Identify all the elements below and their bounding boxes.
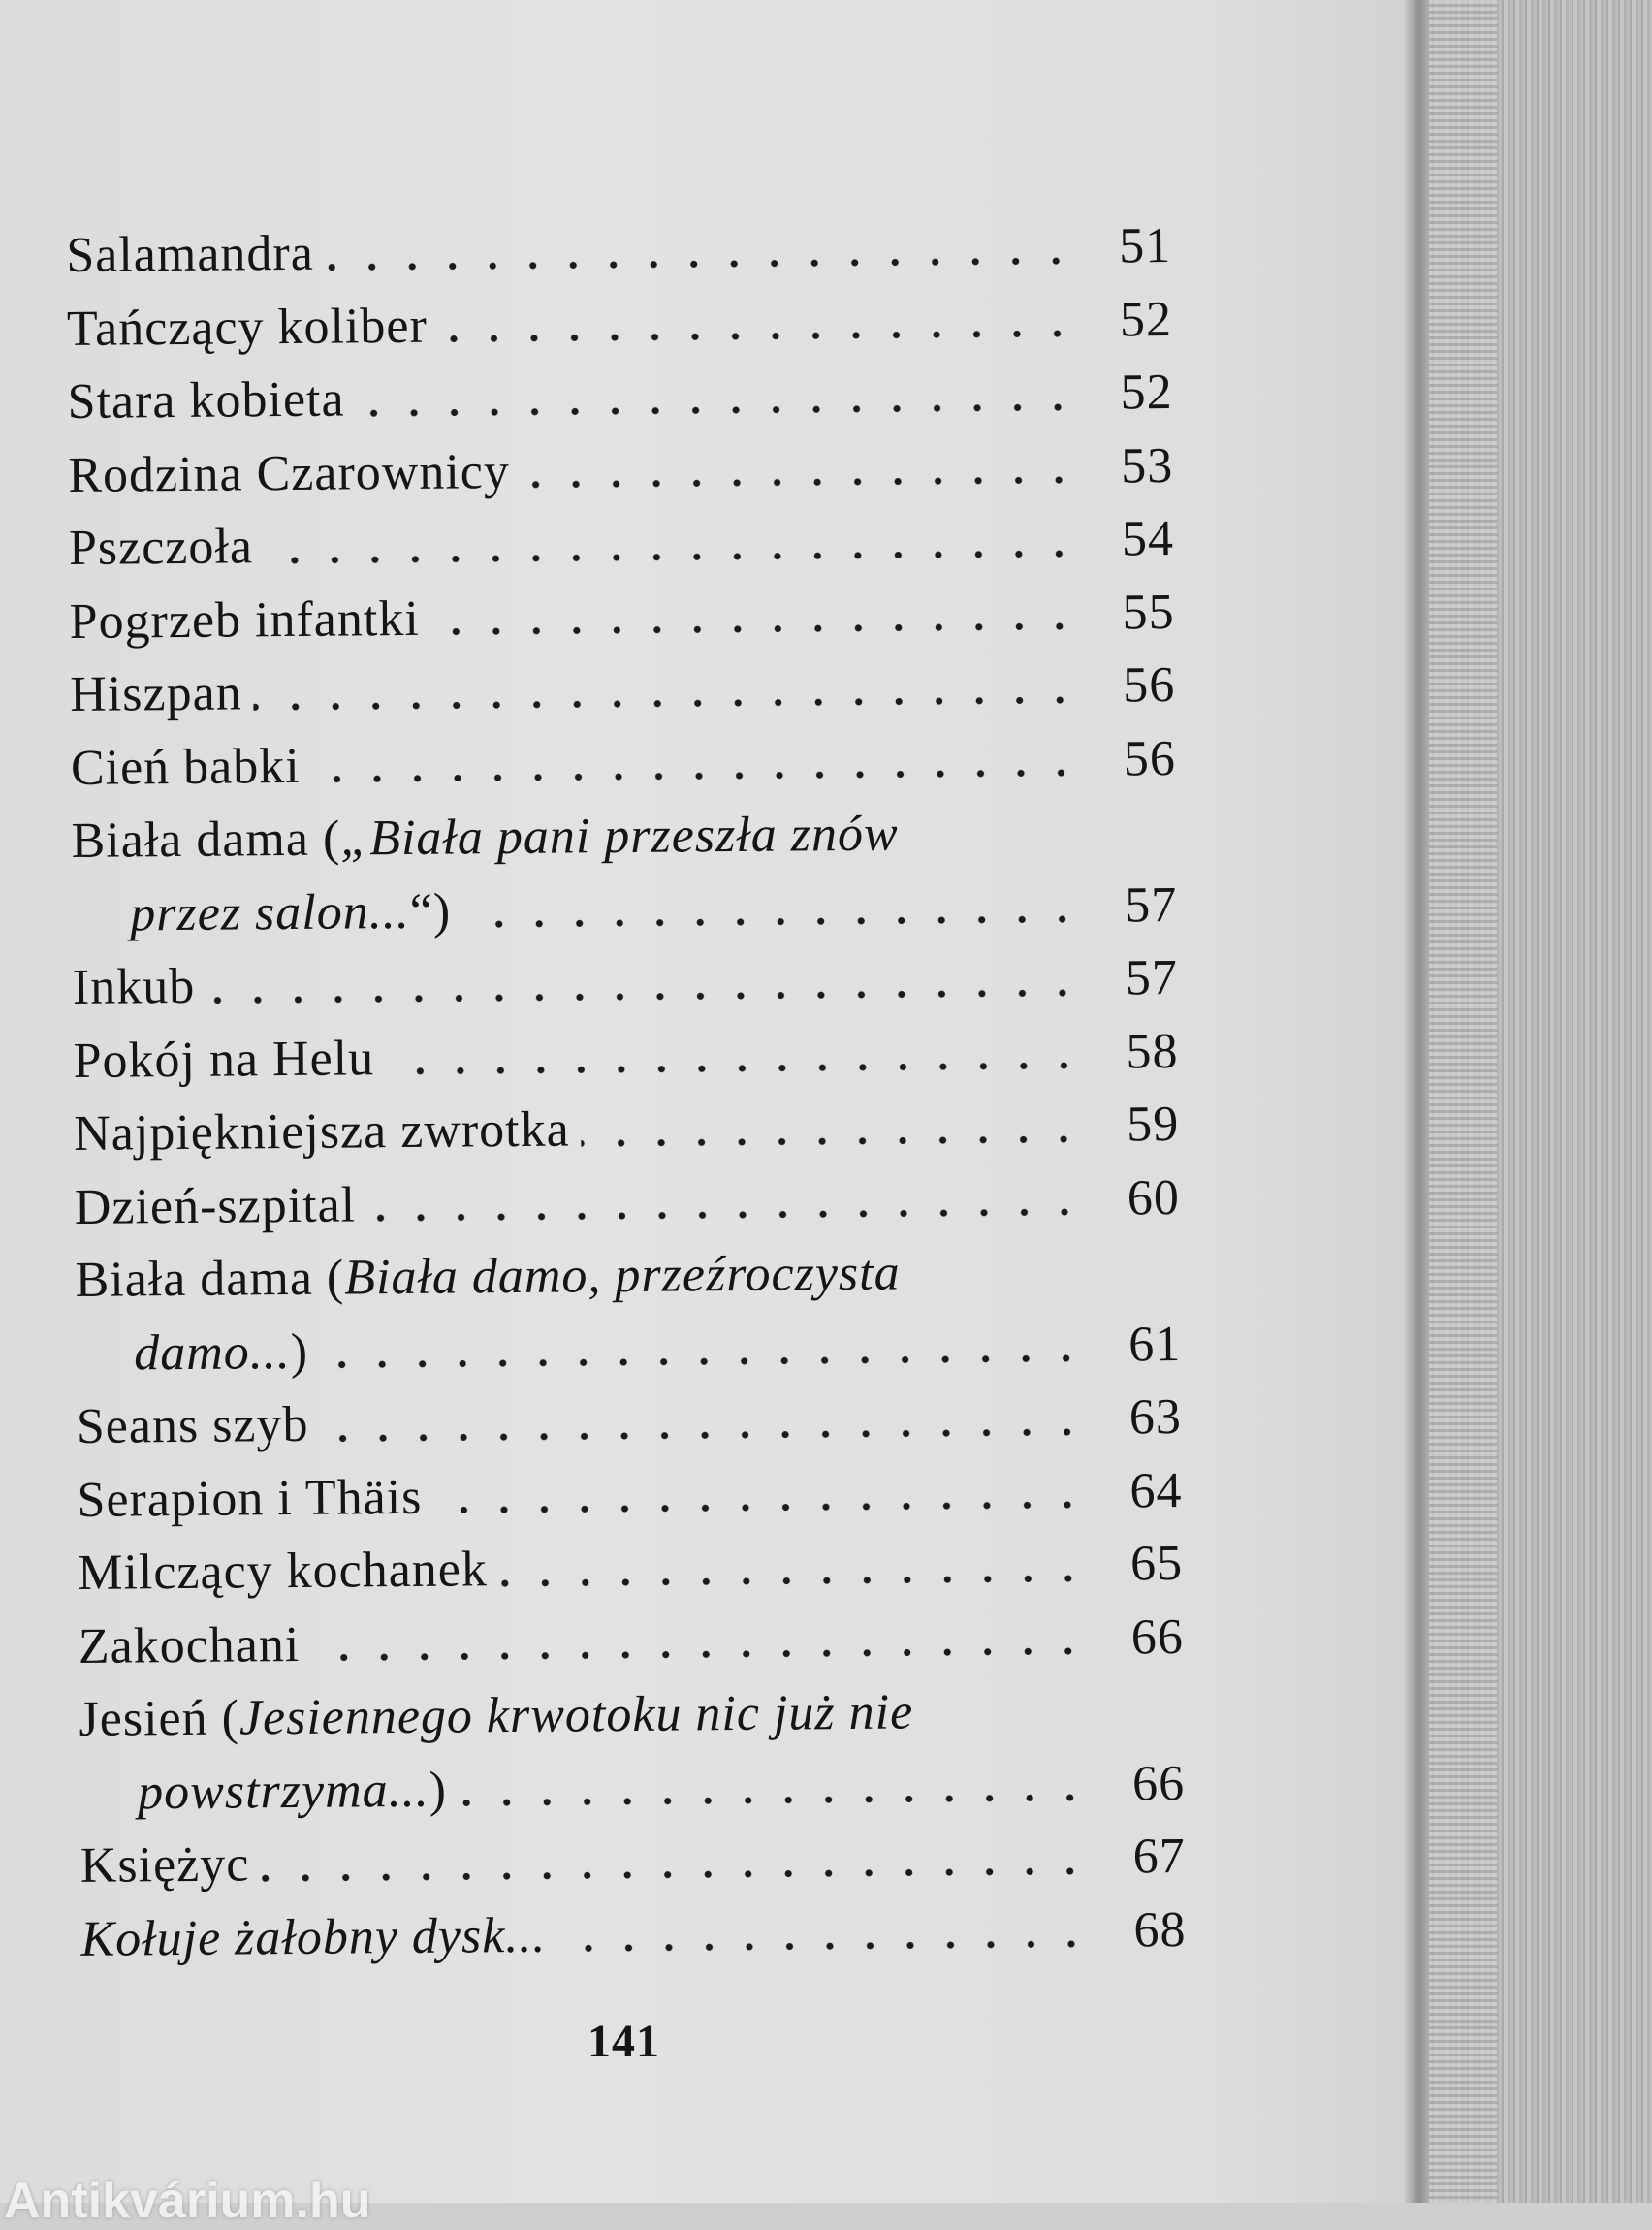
toc-entry bbox=[77, 1381, 1183, 1463]
watermark-logo: Antikvárium.hu bbox=[4, 2173, 371, 2229]
toc-entry-page: 56 bbox=[1123, 730, 1177, 787]
toc-entry-title bbox=[67, 363, 345, 438]
text: Najpiękniejsza zwrotka bbox=[73, 1101, 570, 1162]
italic-text: Jesiennego krwotoku nic już nie bbox=[238, 1684, 914, 1746]
dot-leader bbox=[356, 357, 1078, 436]
dot-leader bbox=[430, 576, 1079, 654]
toc-entry-title bbox=[69, 582, 420, 658]
italic-text: powstrzyma... bbox=[137, 1762, 429, 1820]
toc-entry bbox=[75, 1162, 1181, 1244]
toc-entry-page: 56 bbox=[1122, 657, 1176, 714]
table-of-contents bbox=[66, 209, 1187, 1976]
toc-entry-title bbox=[73, 1022, 374, 1098]
toc-entry-title bbox=[70, 656, 242, 731]
toc-entry bbox=[76, 1308, 1182, 1390]
dot-leader bbox=[462, 869, 1083, 947]
text: Cień babki bbox=[70, 738, 301, 796]
dot-leader bbox=[320, 1308, 1087, 1387]
toc-entry-title bbox=[75, 1168, 357, 1244]
toc-entry-title bbox=[74, 1094, 570, 1171]
text: ) bbox=[429, 1762, 448, 1818]
toc-entry-page: 52 bbox=[1120, 365, 1173, 421]
dot-leader bbox=[557, 1894, 1092, 1971]
text: Inkub bbox=[72, 958, 196, 1015]
toc-entry bbox=[73, 1015, 1179, 1098]
toc-entry-title bbox=[69, 510, 254, 585]
toc-entry bbox=[80, 1893, 1187, 1975]
dot-leader bbox=[325, 210, 1076, 290]
toc-entry bbox=[79, 1600, 1185, 1682]
text: Biała dama ( bbox=[75, 1250, 345, 1308]
toc-entry bbox=[66, 209, 1172, 292]
text: “) bbox=[409, 883, 452, 940]
dot-leader bbox=[253, 650, 1080, 730]
italic-text: „Biała pani przeszła znów bbox=[340, 806, 899, 867]
toc-entry-page: 54 bbox=[1121, 511, 1175, 567]
text: Księżyc bbox=[79, 1836, 250, 1894]
toc-entry bbox=[79, 1673, 1185, 1756]
italic-text: Biała damo, przeźroczysta bbox=[343, 1245, 901, 1306]
text: Serapion i Thäis bbox=[77, 1469, 423, 1528]
toc-entry-title bbox=[79, 1753, 447, 1830]
toc-entry-title bbox=[78, 1533, 488, 1609]
toc-entry-page: 52 bbox=[1119, 291, 1173, 348]
toc-entry-page: 59 bbox=[1126, 1097, 1180, 1153]
text: Tańczący koliber bbox=[66, 298, 429, 357]
toc-entry-title bbox=[73, 950, 196, 1025]
dot-leader bbox=[320, 1382, 1087, 1461]
text: Seans szyb bbox=[76, 1396, 309, 1454]
toc-entry-title bbox=[76, 1315, 309, 1390]
toc-entry bbox=[74, 1088, 1180, 1170]
toc-entry-page: 60 bbox=[1127, 1169, 1181, 1226]
text: Hiszpan bbox=[70, 665, 242, 722]
text: Milczący kochanek bbox=[77, 1542, 489, 1601]
toc-entry bbox=[67, 283, 1173, 366]
toc-entry-title bbox=[71, 798, 899, 878]
toc-entry bbox=[72, 869, 1178, 951]
toc-entry bbox=[77, 1454, 1183, 1537]
dot-leader bbox=[433, 1454, 1088, 1533]
spine-binding-cloth bbox=[1429, 0, 1497, 2203]
toc-entry-title bbox=[71, 729, 301, 805]
toc-entry-page: 55 bbox=[1122, 584, 1175, 641]
page-edge-shadow bbox=[1404, 0, 1429, 2203]
toc-entry-title bbox=[77, 1460, 423, 1537]
italic-text: przez salon... bbox=[130, 883, 410, 941]
toc-entry-title bbox=[80, 1898, 546, 1976]
toc-entry bbox=[71, 722, 1177, 805]
dot-leader bbox=[521, 430, 1078, 508]
toc-entry bbox=[67, 356, 1173, 438]
toc-entry-title bbox=[77, 1388, 309, 1464]
dot-leader bbox=[261, 1821, 1091, 1901]
page-number: 141 bbox=[588, 2016, 660, 2067]
text: ) bbox=[290, 1323, 309, 1380]
toc-entry-page: 53 bbox=[1121, 437, 1174, 494]
dot-leader bbox=[581, 1089, 1084, 1166]
dot-leader bbox=[386, 1015, 1084, 1095]
toc-entry-page: 66 bbox=[1131, 1755, 1186, 1811]
toc-entry-title bbox=[72, 875, 452, 951]
dot-leader bbox=[311, 1601, 1089, 1680]
text: Rodzina Czarownicy bbox=[68, 443, 511, 503]
toc-entry bbox=[78, 1527, 1184, 1609]
toc-entry-page: 64 bbox=[1129, 1462, 1183, 1518]
toc-entry-page: 66 bbox=[1130, 1609, 1185, 1665]
toc-entry-page: 68 bbox=[1133, 1901, 1187, 1958]
text: Salamandra bbox=[66, 225, 315, 283]
dot-leader bbox=[367, 1162, 1085, 1241]
text: Pogrzeb infantki bbox=[69, 590, 420, 650]
toc-entry-page: 61 bbox=[1128, 1316, 1182, 1372]
toc-entry-page: 57 bbox=[1125, 950, 1179, 1006]
toc-entry-title bbox=[66, 217, 314, 293]
toc-entry-title bbox=[75, 1237, 901, 1318]
toc-entry bbox=[71, 795, 1177, 877]
toc-entry bbox=[68, 430, 1174, 512]
italic-text: damo... bbox=[133, 1323, 292, 1381]
text: Stara kobieta bbox=[67, 371, 345, 430]
dot-leader bbox=[459, 1747, 1091, 1826]
toc-entry-page: 65 bbox=[1129, 1535, 1184, 1592]
toc-entry bbox=[69, 502, 1175, 585]
dot-leader bbox=[438, 283, 1077, 362]
toc-entry-page: 51 bbox=[1119, 218, 1172, 274]
toc-entry bbox=[70, 649, 1176, 731]
toc-entry-title bbox=[79, 1608, 301, 1682]
dot-leader bbox=[206, 942, 1083, 1023]
toc-entry-title bbox=[67, 289, 428, 366]
toc-entry bbox=[73, 941, 1179, 1024]
text: Pokój na Helu bbox=[73, 1030, 375, 1089]
toc-entry-title bbox=[68, 435, 510, 512]
toc-entry bbox=[79, 1746, 1186, 1829]
text: Zakochani bbox=[78, 1616, 301, 1674]
toc-entry-page: 63 bbox=[1128, 1389, 1183, 1446]
dot-leader bbox=[499, 1528, 1089, 1607]
toc-entry-page: 58 bbox=[1126, 1023, 1179, 1079]
toc-entry bbox=[79, 1820, 1186, 1902]
text: Pszczoła bbox=[68, 519, 254, 576]
text: Jesień ( bbox=[79, 1690, 240, 1747]
text: Dzień-szpital bbox=[74, 1176, 357, 1235]
dot-leader bbox=[265, 503, 1080, 584]
dot-leader bbox=[311, 722, 1081, 802]
text: Biała dama ( bbox=[71, 811, 341, 869]
toc-entry bbox=[75, 1234, 1181, 1317]
italic-text: Kołuje żałobny dysk... bbox=[80, 1907, 547, 1967]
toc-entry-title bbox=[79, 1675, 913, 1756]
toc-entry-page: 67 bbox=[1132, 1828, 1187, 1885]
toc-entry-title bbox=[79, 1828, 249, 1902]
toc-entry-page: 57 bbox=[1124, 876, 1178, 933]
toc-entry bbox=[69, 576, 1175, 658]
